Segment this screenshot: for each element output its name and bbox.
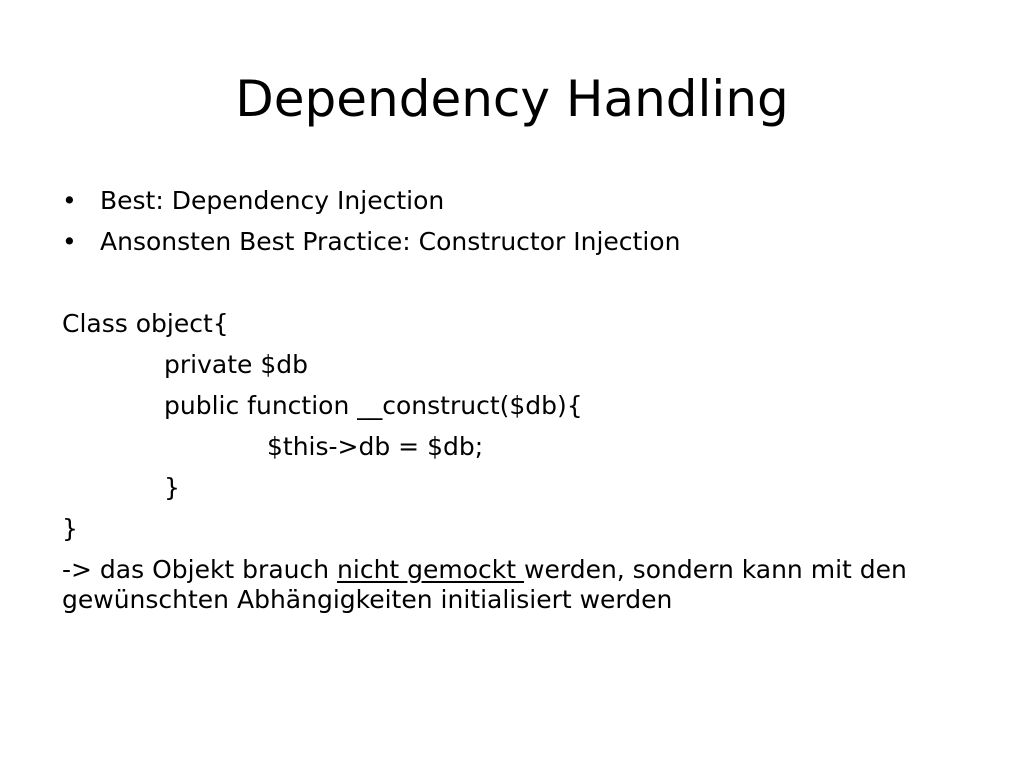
- code-line: Class object{: [62, 309, 229, 338]
- spacer: [62, 262, 982, 303]
- code-line: $this->db = $db;: [267, 432, 484, 461]
- code-line: }: [164, 473, 180, 502]
- code-line: }: [62, 514, 78, 543]
- code-line: private $db: [164, 350, 308, 379]
- explanation-prefix: -> das Objekt brauch: [62, 555, 338, 584]
- slide-title: Dependency Handling: [235, 70, 789, 128]
- explanation-suffix: werden, sondern kann mit den gewünschten Abhängigkeiten initialisiert werden: [62, 555, 907, 614]
- explanation-paragraph: [62, 549, 982, 615]
- bullet-text: Ansonsten Best Practice: Constructor Injection: [100, 227, 681, 256]
- bullet-icon: •: [62, 186, 77, 215]
- bullet-text: Best: Dependency Injection: [100, 186, 445, 215]
- bullet-icon: •: [62, 227, 77, 256]
- bullet-item: [62, 180, 982, 221]
- bullet-item: [62, 221, 982, 262]
- slide-content: [62, 180, 982, 615]
- code-line: public function __construct($db){: [164, 391, 583, 420]
- explanation-underlined: nicht gemockt: [337, 555, 525, 584]
